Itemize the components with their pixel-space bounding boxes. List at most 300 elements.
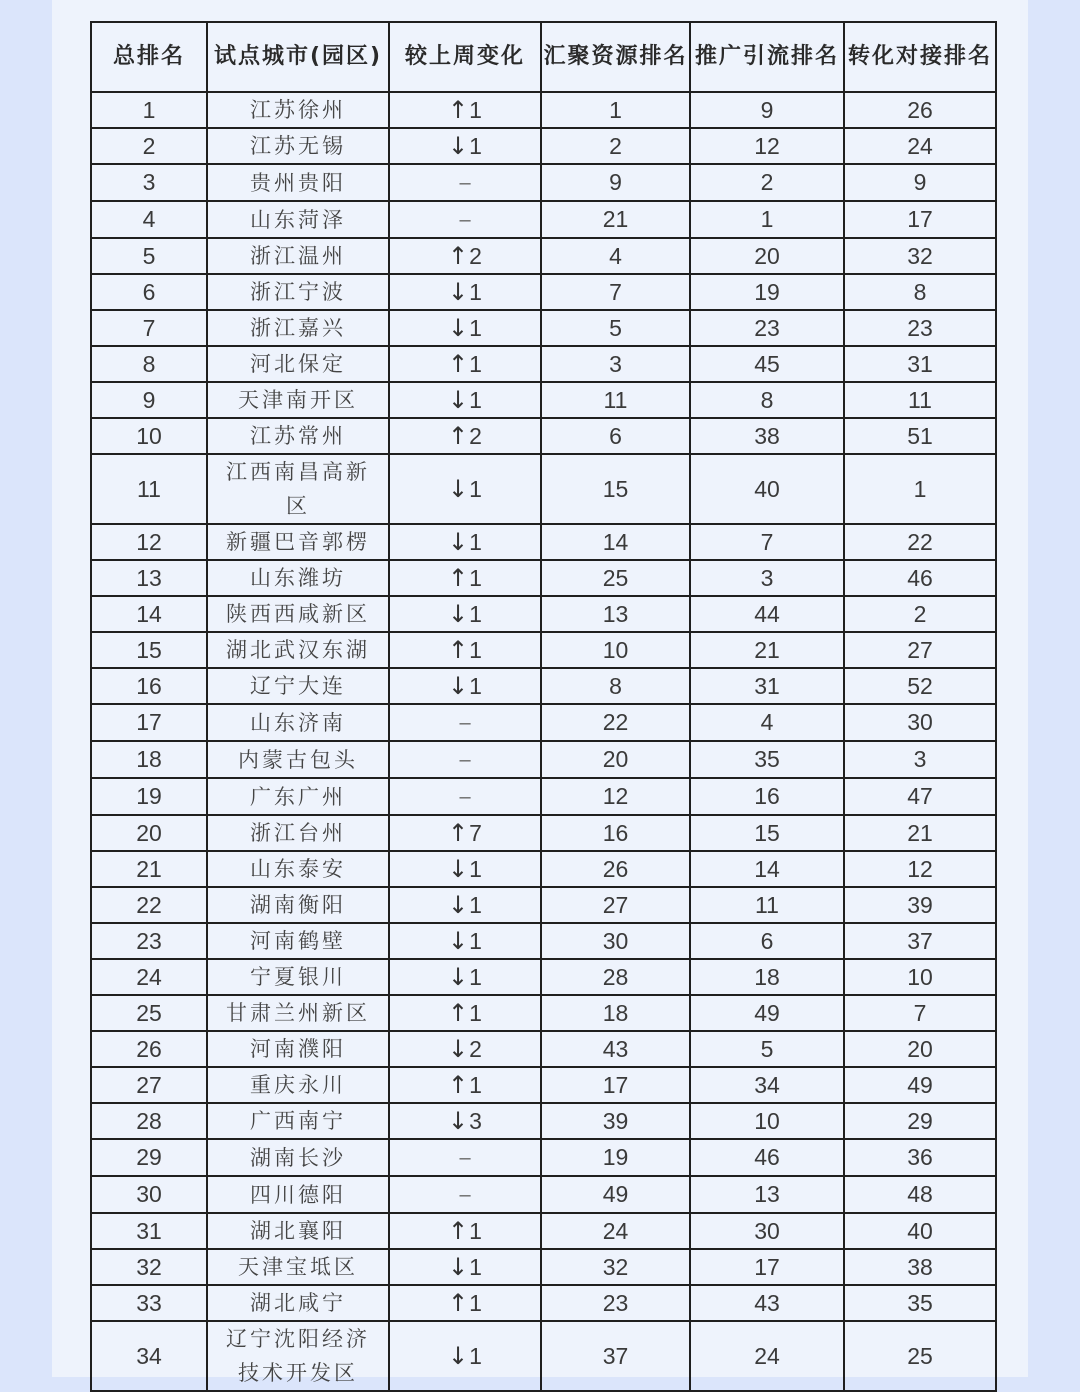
cell-promotion-rank: 12 [690,128,844,164]
cell-resource-rank: 6 [541,418,690,454]
cell-city [207,346,389,382]
change-value: 1 [469,350,482,377]
table-row [91,1103,996,1139]
cell-total-rank: 13 [91,560,207,596]
cell-total-rank: 5 [91,238,207,274]
cell-resource-rank: 16 [541,815,690,851]
arrow-down-icon: ↓ [448,962,469,991]
cell-conversion-rank: 27 [844,632,996,668]
cell-promotion-rank: 18 [690,959,844,995]
cell-city [207,778,389,815]
city-name: 辽宁沈阳经济技术开发区 [226,1327,370,1385]
cell-conversion-rank: 9 [844,164,996,201]
cell-city [207,92,389,128]
cell-resource-rank: 37 [541,1321,690,1391]
cell-weekly-change [389,1139,541,1176]
arrow-down-icon: ↓ [448,1341,469,1370]
header-resource-rank: 汇聚资源排名 [541,22,690,92]
city-name: 陕西西咸新区 [226,602,370,626]
arrow-down-icon: ↓ [448,1252,469,1281]
cell-total-rank: 25 [91,995,207,1031]
cell-resource-rank: 11 [541,382,690,418]
cell-promotion-rank: 10 [690,1103,844,1139]
cell-promotion-rank: 9 [690,92,844,128]
change-value: 1 [469,314,482,341]
city-name: 山东菏泽 [250,207,346,232]
cell-city [207,704,389,741]
change-value: 1 [469,386,482,413]
change-value: 1 [469,600,482,627]
city-name: 江苏徐州 [250,98,346,122]
table-row [91,560,996,596]
cell-conversion-rank: 11 [844,382,996,418]
cell-resource-rank: 23 [541,1285,690,1321]
cell-resource-rank: 2 [541,128,690,164]
cell-total-rank: 18 [91,741,207,778]
cell-promotion-rank: 1 [690,201,844,238]
cell-conversion-rank: 12 [844,851,996,887]
cell-weekly-change [389,164,541,201]
cell-total-rank: 31 [91,1213,207,1249]
cell-promotion-rank: 49 [690,995,844,1031]
cell-conversion-rank: 22 [844,524,996,560]
city-name: 河南濮阳 [250,1037,346,1061]
cell-conversion-rank: 47 [844,778,996,815]
table-row [91,704,996,741]
change-value: 1 [469,1342,482,1369]
change-value: 1 [469,855,482,882]
dash-icon: – [459,712,471,734]
arrow-down-icon: ↓ [448,890,469,919]
dash-icon: – [459,749,471,771]
cell-conversion-rank: 10 [844,959,996,995]
table-row [91,274,996,310]
city-name: 浙江温州 [250,244,346,268]
arrow-down-icon: ↓ [448,671,469,700]
change-value: 1 [469,278,482,305]
cell-promotion-rank: 19 [690,274,844,310]
cell-total-rank: 32 [91,1249,207,1285]
cell-conversion-rank: 26 [844,92,996,128]
cell-promotion-rank: 31 [690,668,844,704]
dash-icon: – [459,1147,471,1169]
cell-resource-rank: 28 [541,959,690,995]
table-row [91,164,996,201]
cell-conversion-rank: 37 [844,923,996,959]
city-name: 山东泰安 [250,857,346,881]
change-value: 1 [469,96,482,123]
city-name: 湖北咸宁 [250,1291,346,1315]
cell-city [207,1031,389,1067]
cell-resource-rank: 7 [541,274,690,310]
cell-weekly-change [389,596,541,632]
change-value: 1 [469,963,482,990]
cell-resource-rank: 43 [541,1031,690,1067]
city-name: 内蒙古包头 [238,747,358,772]
change-value: 2 [469,1035,482,1062]
table-row [91,1031,996,1067]
city-name: 广东广州 [250,784,346,809]
arrow-up-icon: ↑ [448,421,469,450]
cell-total-rank: 7 [91,310,207,346]
city-name: 浙江宁波 [250,280,346,304]
cell-city [207,1139,389,1176]
dash-icon: – [459,172,471,194]
cell-weekly-change [389,1103,541,1139]
cell-weekly-change [389,128,541,164]
arrow-down-icon: ↓ [448,527,469,556]
cell-promotion-rank: 3 [690,560,844,596]
cell-city [207,1285,389,1321]
table-row [91,741,996,778]
cell-city [207,959,389,995]
change-value: 1 [469,1253,482,1280]
cell-resource-rank: 4 [541,238,690,274]
table-row [91,128,996,164]
cell-resource-rank: 14 [541,524,690,560]
cell-promotion-rank: 38 [690,418,844,454]
cell-promotion-rank: 2 [690,164,844,201]
change-value: 1 [469,564,482,591]
cell-conversion-rank: 36 [844,1139,996,1176]
cell-city [207,128,389,164]
table-row [91,778,996,815]
cell-total-rank: 21 [91,851,207,887]
cell-city [207,382,389,418]
cell-promotion-rank: 5 [690,1031,844,1067]
cell-total-rank: 10 [91,418,207,454]
cell-total-rank: 17 [91,704,207,741]
arrow-down-icon: ↓ [448,1034,469,1063]
city-name: 湖南衡阳 [250,893,346,917]
cell-promotion-rank: 7 [690,524,844,560]
cell-promotion-rank: 24 [690,1321,844,1391]
city-name: 天津宝坻区 [238,1255,358,1279]
cell-resource-rank: 3 [541,346,690,382]
cell-resource-rank: 15 [541,454,690,524]
cell-total-rank: 3 [91,164,207,201]
city-name: 湖北襄阳 [250,1219,346,1243]
cell-weekly-change [389,92,541,128]
table-row [91,1285,996,1321]
change-value: 1 [469,927,482,954]
cell-total-rank: 30 [91,1176,207,1213]
cell-weekly-change [389,668,541,704]
cell-city [207,1213,389,1249]
cell-weekly-change [389,995,541,1031]
cell-resource-rank: 12 [541,778,690,815]
cell-weekly-change [389,310,541,346]
cell-conversion-rank: 40 [844,1213,996,1249]
cell-resource-rank: 19 [541,1139,690,1176]
cell-total-rank: 19 [91,778,207,815]
arrow-down-icon: ↓ [448,385,469,414]
cell-resource-rank: 30 [541,923,690,959]
cell-resource-rank: 27 [541,887,690,923]
city-name: 辽宁大连 [250,674,346,698]
arrow-down-icon: ↓ [448,131,469,160]
table-row [91,382,996,418]
cell-city [207,923,389,959]
cell-weekly-change [389,418,541,454]
dash-icon: – [459,209,471,231]
cell-total-rank: 34 [91,1321,207,1391]
arrow-up-icon: ↑ [448,818,469,847]
change-value: 1 [469,475,482,502]
cell-conversion-rank: 20 [844,1031,996,1067]
arrow-up-icon: ↑ [448,241,469,270]
header-conversion-rank: 转化对接排名 [844,22,996,92]
ranking-table [90,21,997,1392]
arrow-down-icon: ↓ [448,277,469,306]
cell-weekly-change [389,201,541,238]
arrow-up-icon: ↑ [448,998,469,1027]
cell-weekly-change [389,923,541,959]
cell-resource-rank: 20 [541,741,690,778]
change-value: 7 [469,819,482,846]
cell-promotion-rank: 4 [690,704,844,741]
change-value: 1 [469,1289,482,1316]
cell-weekly-change [389,274,541,310]
cell-city [207,454,389,524]
table-row [91,995,996,1031]
change-value: 1 [469,132,482,159]
table-row [91,1176,996,1213]
cell-weekly-change [389,238,541,274]
cell-city [207,310,389,346]
cell-conversion-rank: 38 [844,1249,996,1285]
change-value: 1 [469,672,482,699]
city-name: 宁夏银川 [250,965,346,989]
cell-conversion-rank: 31 [844,346,996,382]
city-name: 浙江嘉兴 [250,316,346,340]
cell-weekly-change [389,382,541,418]
table-row [91,1213,996,1249]
cell-weekly-change [389,1249,541,1285]
cell-conversion-rank: 23 [844,310,996,346]
cell-total-rank: 1 [91,92,207,128]
cell-total-rank: 11 [91,454,207,524]
table-row [91,92,996,128]
cell-city [207,1103,389,1139]
dash-icon: – [459,786,471,808]
city-name: 贵州贵阳 [250,170,346,195]
arrow-down-icon: ↓ [448,854,469,883]
cell-conversion-rank: 51 [844,418,996,454]
cell-conversion-rank: 30 [844,704,996,741]
cell-total-rank: 28 [91,1103,207,1139]
city-name: 浙江台州 [250,821,346,845]
table-row [91,418,996,454]
cell-promotion-rank: 15 [690,815,844,851]
table-row [91,524,996,560]
arrow-up-icon: ↑ [448,1070,469,1099]
cell-conversion-rank: 49 [844,1067,996,1103]
change-value: 1 [469,891,482,918]
dash-icon: – [459,1184,471,1206]
cell-resource-rank: 39 [541,1103,690,1139]
table-row [91,815,996,851]
cell-resource-rank: 32 [541,1249,690,1285]
table-row [91,1067,996,1103]
arrow-down-icon: ↓ [448,474,469,503]
cell-conversion-rank: 21 [844,815,996,851]
cell-resource-rank: 9 [541,164,690,201]
city-name: 河南鹤壁 [250,929,346,953]
arrow-up-icon: ↑ [448,95,469,124]
cell-conversion-rank: 17 [844,201,996,238]
cell-promotion-rank: 30 [690,1213,844,1249]
change-value: 1 [469,1071,482,1098]
table-row [91,201,996,238]
city-name: 广西南宁 [250,1109,346,1133]
cell-weekly-change [389,778,541,815]
table-row [91,238,996,274]
city-name: 江西南昌高新区 [226,460,370,518]
cell-total-rank: 24 [91,959,207,995]
cell-weekly-change [389,524,541,560]
cell-conversion-rank: 2 [844,596,996,632]
cell-city [207,1249,389,1285]
cell-resource-rank: 5 [541,310,690,346]
city-name: 甘肃兰州新区 [226,1001,370,1025]
arrow-up-icon: ↑ [448,349,469,378]
cell-weekly-change [389,632,541,668]
cell-promotion-rank: 43 [690,1285,844,1321]
city-name: 湖北武汉东湖 [226,638,370,662]
cell-weekly-change [389,1067,541,1103]
cell-resource-rank: 25 [541,560,690,596]
city-name: 重庆永川 [250,1073,346,1097]
cell-weekly-change [389,959,541,995]
cell-city [207,238,389,274]
cell-total-rank: 12 [91,524,207,560]
header-pilot-city: 试点城市(园区) [207,22,389,92]
table-header-row [91,22,996,92]
cell-city [207,560,389,596]
cell-total-rank: 6 [91,274,207,310]
arrow-up-icon: ↑ [448,1216,469,1245]
table-row [91,632,996,668]
cell-promotion-rank: 20 [690,238,844,274]
cell-resource-rank: 22 [541,704,690,741]
header-weekly-change: 较上周变化 [389,22,541,92]
table-body [91,92,996,1391]
cell-city [207,274,389,310]
cell-weekly-change [389,1176,541,1213]
cell-resource-rank: 26 [541,851,690,887]
cell-city [207,164,389,201]
cell-city [207,887,389,923]
cell-weekly-change [389,815,541,851]
table-row [91,310,996,346]
cell-promotion-rank: 40 [690,454,844,524]
cell-city [207,815,389,851]
cell-promotion-rank: 21 [690,632,844,668]
cell-promotion-rank: 17 [690,1249,844,1285]
header-promotion-rank: 推广引流排名 [690,22,844,92]
cell-city [207,1067,389,1103]
cell-weekly-change [389,1031,541,1067]
city-name: 湖南长沙 [250,1145,346,1170]
city-name: 河北保定 [250,352,346,376]
cell-conversion-rank: 32 [844,238,996,274]
city-name: 江苏无锡 [250,134,346,158]
cell-weekly-change [389,887,541,923]
cell-conversion-rank: 7 [844,995,996,1031]
cell-weekly-change [389,1285,541,1321]
change-value: 3 [469,1107,482,1134]
cell-total-rank: 8 [91,346,207,382]
cell-city [207,668,389,704]
cell-city [207,632,389,668]
table-row [91,454,996,524]
cell-city [207,418,389,454]
table-row [91,346,996,382]
cell-resource-rank: 18 [541,995,690,1031]
cell-conversion-rank: 3 [844,741,996,778]
cell-resource-rank: 8 [541,668,690,704]
cell-weekly-change [389,1213,541,1249]
cell-weekly-change [389,1321,541,1391]
cell-conversion-rank: 1 [844,454,996,524]
cell-city [207,1321,389,1391]
cell-total-rank: 14 [91,596,207,632]
cell-conversion-rank: 48 [844,1176,996,1213]
cell-weekly-change [389,560,541,596]
cell-promotion-rank: 23 [690,310,844,346]
arrow-up-icon: ↑ [448,1288,469,1317]
arrow-down-icon: ↓ [448,1106,469,1135]
cell-resource-rank: 49 [541,1176,690,1213]
arrow-up-icon: ↑ [448,635,469,664]
cell-total-rank: 9 [91,382,207,418]
table-row [91,923,996,959]
table-row [91,887,996,923]
cell-total-rank: 23 [91,923,207,959]
table-row [91,1249,996,1285]
cell-total-rank: 15 [91,632,207,668]
cell-total-rank: 29 [91,1139,207,1176]
cell-city [207,995,389,1031]
cell-conversion-rank: 52 [844,668,996,704]
change-value: 2 [469,242,482,269]
change-value: 2 [469,422,482,449]
cell-resource-rank: 10 [541,632,690,668]
table-row [91,1139,996,1176]
cell-conversion-rank: 8 [844,274,996,310]
arrow-down-icon: ↓ [448,313,469,342]
cell-promotion-rank: 44 [690,596,844,632]
cell-promotion-rank: 8 [690,382,844,418]
cell-promotion-rank: 16 [690,778,844,815]
cell-total-rank: 2 [91,128,207,164]
table-row [91,596,996,632]
cell-weekly-change [389,704,541,741]
cell-promotion-rank: 35 [690,741,844,778]
cell-resource-rank: 13 [541,596,690,632]
cell-promotion-rank: 46 [690,1139,844,1176]
cell-promotion-rank: 13 [690,1176,844,1213]
cell-promotion-rank: 11 [690,887,844,923]
cell-conversion-rank: 24 [844,128,996,164]
cell-city [207,596,389,632]
table-row [91,959,996,995]
cell-conversion-rank: 39 [844,887,996,923]
cell-promotion-rank: 14 [690,851,844,887]
change-value: 1 [469,528,482,555]
cell-city [207,741,389,778]
